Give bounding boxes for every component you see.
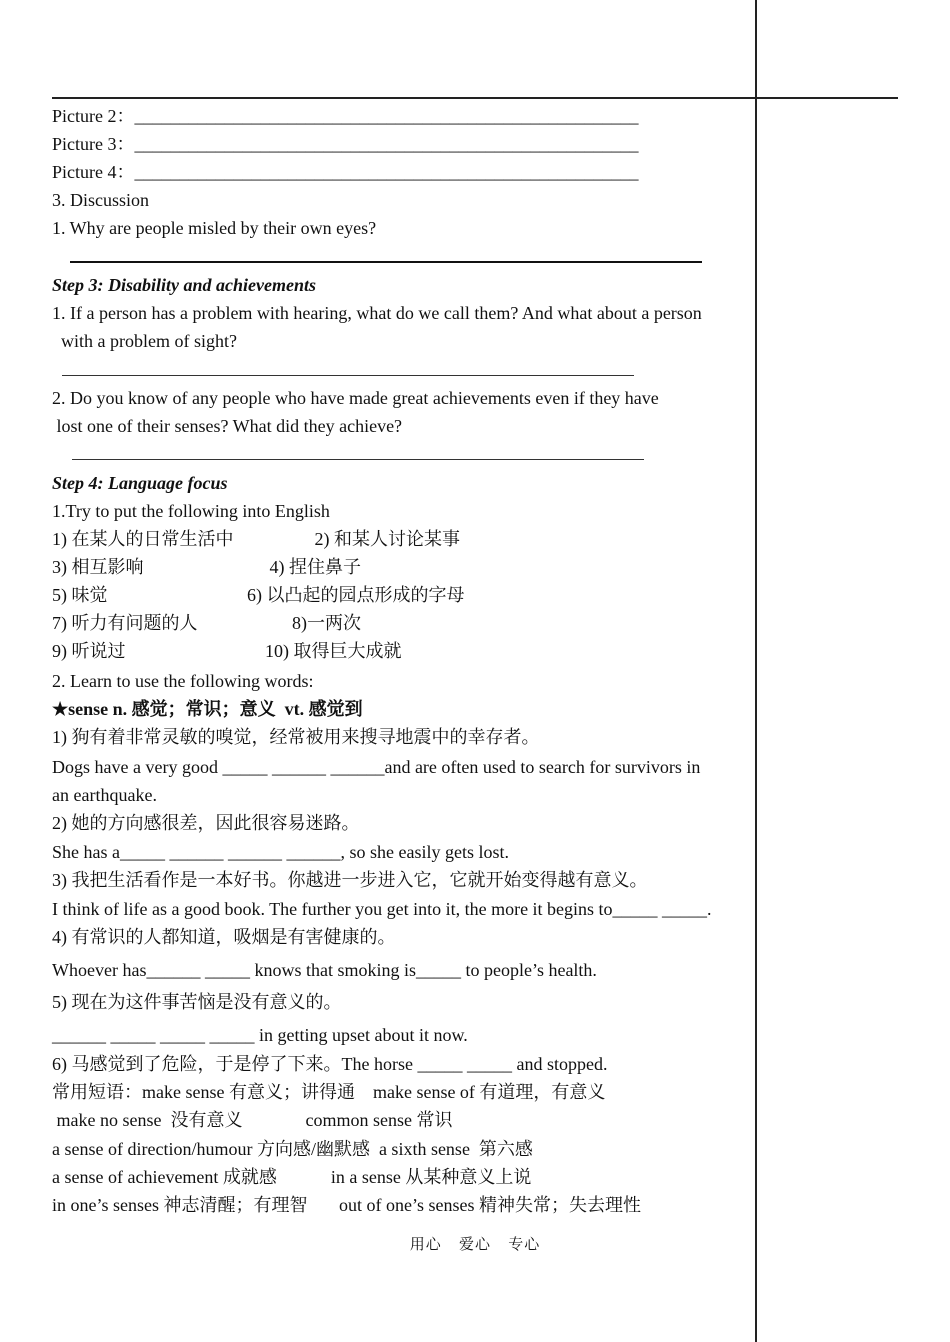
text-line: Whoever has______ _____ knows that smoking is_____ to people’s health. [52, 960, 597, 980]
answer-line[interactable] [72, 459, 644, 460]
text-line: 2. Learn to use the following words: [52, 671, 314, 691]
answer-line[interactable] [70, 261, 702, 263]
text-line: 1. If a person has a problem with hearing, what do we call them? And what about a person [52, 303, 702, 323]
text-line: 1. Why are people misled by their own eyes? [52, 218, 377, 238]
text-line: ★sense n. 感觉；常识；意义 vt. 感觉到 [52, 699, 363, 719]
text-line: in one’s senses 神志清醒；有理智 out of one’s senses 精神失常；失去理性 [52, 1195, 641, 1215]
text-line: 2. Do you know of any people who have made great achievements even if they have [52, 388, 659, 408]
text-line: 4) 有常识的人都知道，吸烟是有害健康的。 [52, 927, 396, 947]
text-line: Picture 2：________________________________________________________ [52, 106, 639, 126]
answer-line[interactable] [62, 375, 634, 376]
page-footer: 用心 爱心 专心 [409, 1235, 541, 1253]
text-line: Step 3: Disability and achievements [52, 275, 316, 295]
text-line: 6) 马感觉到了危险，于是停了下来。The horse _____ _____ and stopped. [52, 1054, 608, 1074]
text-line: I think of life as a good book. The further you get into it, the more it begins to_____ _____. [52, 899, 712, 919]
page-vertical-rule [755, 0, 757, 1342]
text-line: 3) 我把生活看作是一本好书。你越进一步进入它，它就开始变得越有意义。 [52, 870, 648, 890]
text-line: 9) 听说过 10) 取得巨大成就 [52, 641, 402, 661]
text-line: a sense of direction/humour 方向感/幽默感 a sixth sense 第六感 [52, 1139, 533, 1159]
text-line: She has a_____ ______ ______ ______, so she easily gets lost. [52, 842, 509, 862]
text-line: 3. Discussion [52, 190, 150, 210]
text-line: with a problem of sight? [52, 331, 237, 351]
text-line: Step 4: Language focus [52, 473, 228, 493]
page-horizontal-rule [52, 97, 898, 99]
text-line: Dogs have a very good _____ ______ ______and are often used to search for survivors in [52, 757, 701, 777]
text-line: 1.Try to put the following into English [52, 501, 330, 521]
text-line: 1) 狗有着非常灵敏的嗅觉，经常被用来搜寻地震中的幸存者。 [52, 727, 540, 747]
text-line: 常用短语：make sense 有意义；讲得通 make sense of 有道理，有意义 [52, 1082, 606, 1102]
text-line: 2) 她的方向感很差，因此很容易迷路。 [52, 813, 360, 833]
text-line: 7) 听力有问题的人 8)一两次 [52, 613, 361, 633]
text-line: make no sense 没有意义 common sense 常识 [52, 1110, 453, 1130]
text-line: 5) 现在为这件事苦恼是没有意义的。 [52, 992, 342, 1012]
text-line: 1) 在某人的日常生活中 2) 和某人讨论某事 [52, 529, 460, 549]
text-line: lost one of their senses? What did they achieve? [52, 416, 403, 436]
text-line: Picture 3：________________________________________________________ [52, 134, 639, 154]
text-line: an earthquake. [52, 785, 157, 805]
text-line: ______ _____ _____ _____ in getting upset about it now. [52, 1025, 468, 1045]
text-line: Picture 4：________________________________________________________ [52, 162, 639, 182]
text-line: 5) 味觉 6) 以凸起的园点形成的字母 [52, 585, 465, 605]
text-line: a sense of achievement 成就感 in a sense 从某种意义上说 [52, 1167, 532, 1187]
text-line: 3) 相互影响 4) 捏住鼻子 [52, 557, 361, 577]
